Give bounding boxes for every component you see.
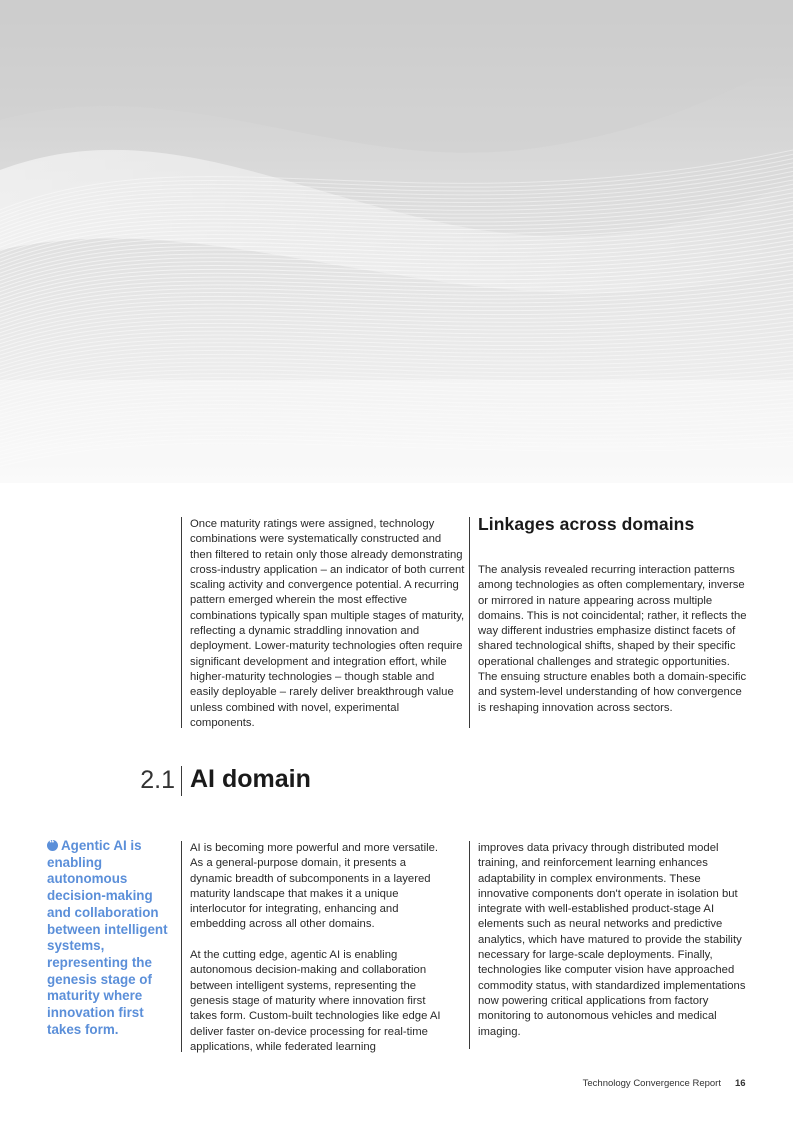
ai-left-paragraph-2: At the cutting edge, agentic AI is enabling autonomous decision-making and collaboration between intelligent systems, representing the genesis stage of maturity where innovation first takes form. Custom-built technologies like edge AI deliver faster on-device processing for real-time applications, while federated learning <box>190 949 441 1053</box>
ai-left-column <box>190 841 448 1055</box>
ai-right-column <box>478 841 750 1055</box>
column-divider-left <box>181 517 182 728</box>
linkages-heading: Linkages across domains <box>478 514 695 534</box>
ai-left-paragraph-1: AI is becoming more powerful and more versatile. As a general-purpose domain, it presents a dynamic breadth of subcomponents in a layered maturity landscape that makes it a unique interlocutor for integrating, enhancing and embedding across all other domains. <box>190 842 439 931</box>
hero-abstract-wave-image <box>0 0 793 483</box>
pull-quote <box>47 838 175 1038</box>
column-divider-right <box>469 517 470 728</box>
linkages-paragraph: The analysis revealed recurring interaction patterns among technologies as often complementary, inverse or mirrored in nature appearing across multiple domains. This is not coincidental; rather, it reflects the way different industries emphasize distinct facets of shared technological shifts, shaped by their specific operational challenges and strategic opportunities. The ensuing structure enables both a domain-specific and system-level understanding of how convergence is reshaping innovation across sectors. <box>478 564 747 714</box>
section-title: AI domain <box>190 765 311 793</box>
section-number: 2.1 <box>140 766 175 794</box>
ai-right-paragraph: improves data privacy through distributed model training, and reinforcement learning enhances adaptability in complex environments. These innovative components don't operate in isolation but integrate with well-established product-stage AI elements such as neural networks and predictive analytics, which have matured to provide the stability necessary for large-scale deployments. Finally, technologies like computer vision have approached commodity status, with standardized implementations now powering critical applications from factory monitoring to autonomous vehicles and medical imaging. <box>478 842 746 1038</box>
footer-report-title: Technology Convergence Report <box>582 1078 721 1089</box>
section-divider <box>181 766 182 796</box>
intro-paragraph: Once maturity ratings were assigned, technology combinations were systematically constructed and then filtered to retain only those already demonstrating cross-industry application – an indicator of both current scaling activity and convergence potential. A recurring pattern emerged wherein the most effective combinations typically span multiple stages of maturity, reflecting a dynamic straddling innovation and deployment. Lower-maturity technologies often require significant development and integration effort, while higher-maturity technologies – though stable and easily deployable – rarely deliver breakthrough value unless combined with novel, experimental components. <box>190 518 465 729</box>
ai-column-divider-left <box>181 841 182 1052</box>
ai-column-divider-right <box>469 841 470 1049</box>
pull-quote-text: Agentic AI is enabling autonomous decision-making and collaboration between intelligent systems, representing the genesis stage of maturity where innovation first takes form. <box>47 838 168 1037</box>
wave-graphic <box>0 0 793 483</box>
linkages-column <box>478 563 750 731</box>
intro-column <box>190 517 465 746</box>
footer-page-number: 16 <box>735 1078 746 1089</box>
quote-icon <box>47 840 58 851</box>
